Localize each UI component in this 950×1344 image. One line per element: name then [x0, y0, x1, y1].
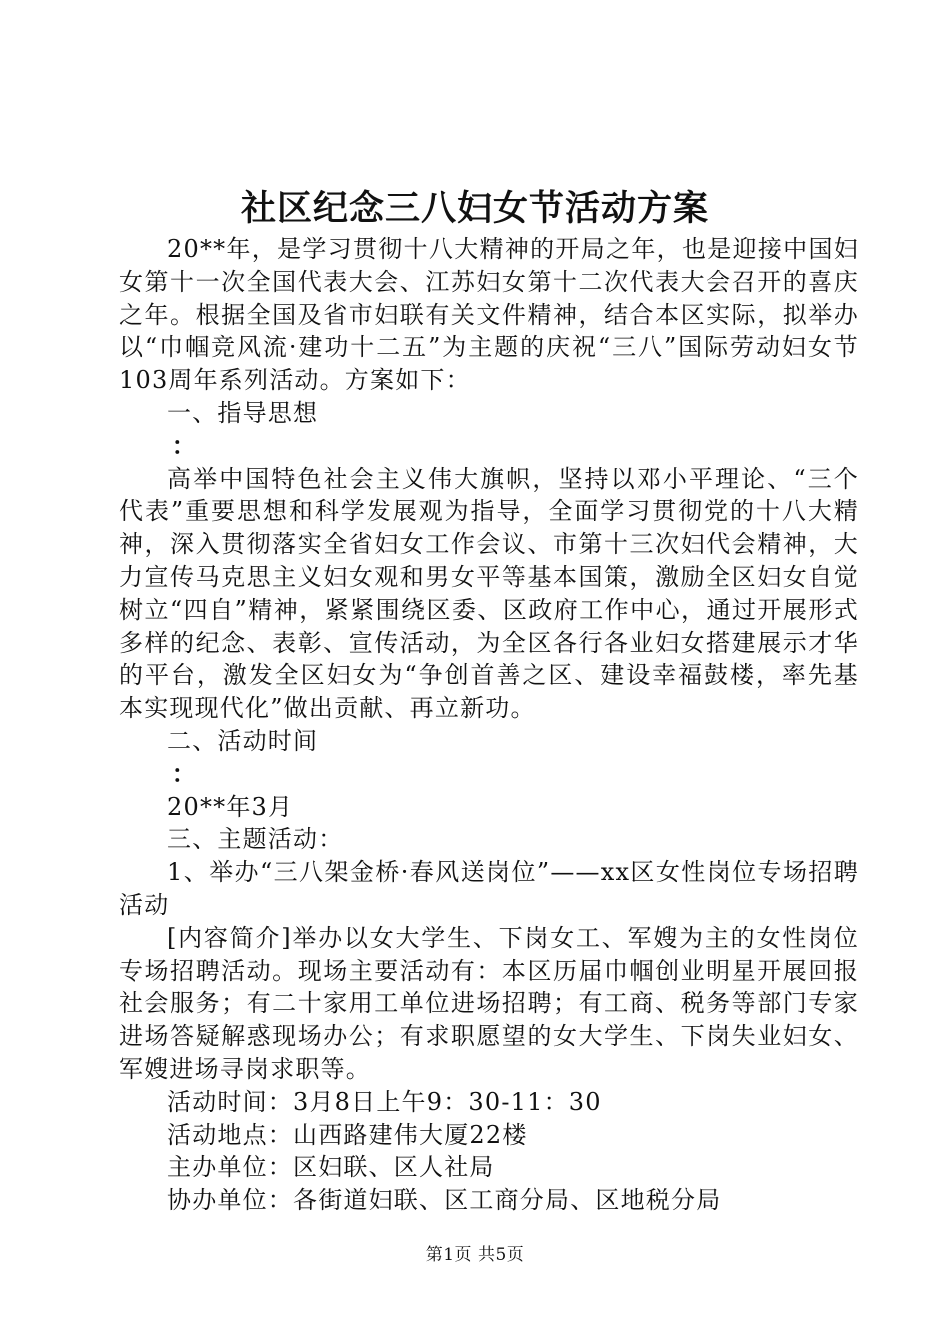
section-heading-theme-activities: 三、主题活动：	[167, 825, 344, 854]
colon-line: ：	[171, 430, 197, 460]
activity-summary-paragraph: [内容简介]举办以女大学生、下岗女工、军嫂为主的女性岗位专场招聘活动。现场主要活动有：本区历届巾帼创业明星开展回报社会服务；有二十家用工单位进场招聘；有工商、税务等部门专家进场答疑解惑现场办公；有求职愿望的女大学生、下岗失业妇女、军嫂进场寻岗求职等。	[119, 923, 859, 1083]
section-heading-guiding-ideology: 一、指导思想	[167, 398, 319, 427]
section-heading-activity-time: 二、活动时间	[167, 726, 319, 755]
colon-line: ：	[171, 758, 197, 788]
intro-paragraph: 20**年，是学习贯彻十八大精神的开局之年，也是迎接中国妇女第十一次全国代表大会、江苏妇女第十二次代表大会召开的喜庆之年。根据全国及省市妇联有关文件精神，结合本区实际，拟举办以“巾帼竞风流·建功十二五”为主题的庆祝“三八”国际劳动妇女节103周年系列活动。方案如下：	[119, 235, 859, 395]
activity-detail-time: 活动时间：3月8日上午9：30-11：30	[167, 1087, 602, 1116]
activity-detail-organizer: 主办单位：区妇联、区人社局	[167, 1153, 495, 1182]
activity-item-heading: 1、举办“三八架金桥·春风送岗位”——xx区女性岗位专场招聘活动	[119, 858, 859, 919]
page-footer: 第1页 共5页	[425, 1245, 525, 1265]
guiding-ideology-paragraph: 高举中国特色社会主义伟大旗帜，坚持以邓小平理论、“三个代表”重要思想和科学发展观为指导，全面学习贯彻党的十八大精神，深入贯彻落实全省妇女工作会议、市第十三次妇代会精神，大力宣传马克思主义妇女观和男女平等基本国策，激励全区妇女自觉树立“四自”精神，紧紧围绕区委、区政府工作中心，通过开展形式多样的纪念、表彰、宣传活动，为全区各行各业妇女搭建展示才华的平台，激发全区妇女为“争创首善之区、建设幸福鼓楼，率先基本实现现代化”做出贡献、再立新功。	[119, 464, 859, 723]
activity-detail-co-organizer: 协办单位：各街道妇联、区工商分局、区地税分局	[167, 1186, 722, 1215]
document-title: 社区纪念三八妇女节活动方案	[240, 188, 709, 229]
activity-detail-location: 活动地点：山西路建伟大厦22楼	[167, 1120, 528, 1149]
document-body	[119, 233, 859, 1217]
activity-time-paragraph: 20**年3月	[167, 792, 294, 821]
